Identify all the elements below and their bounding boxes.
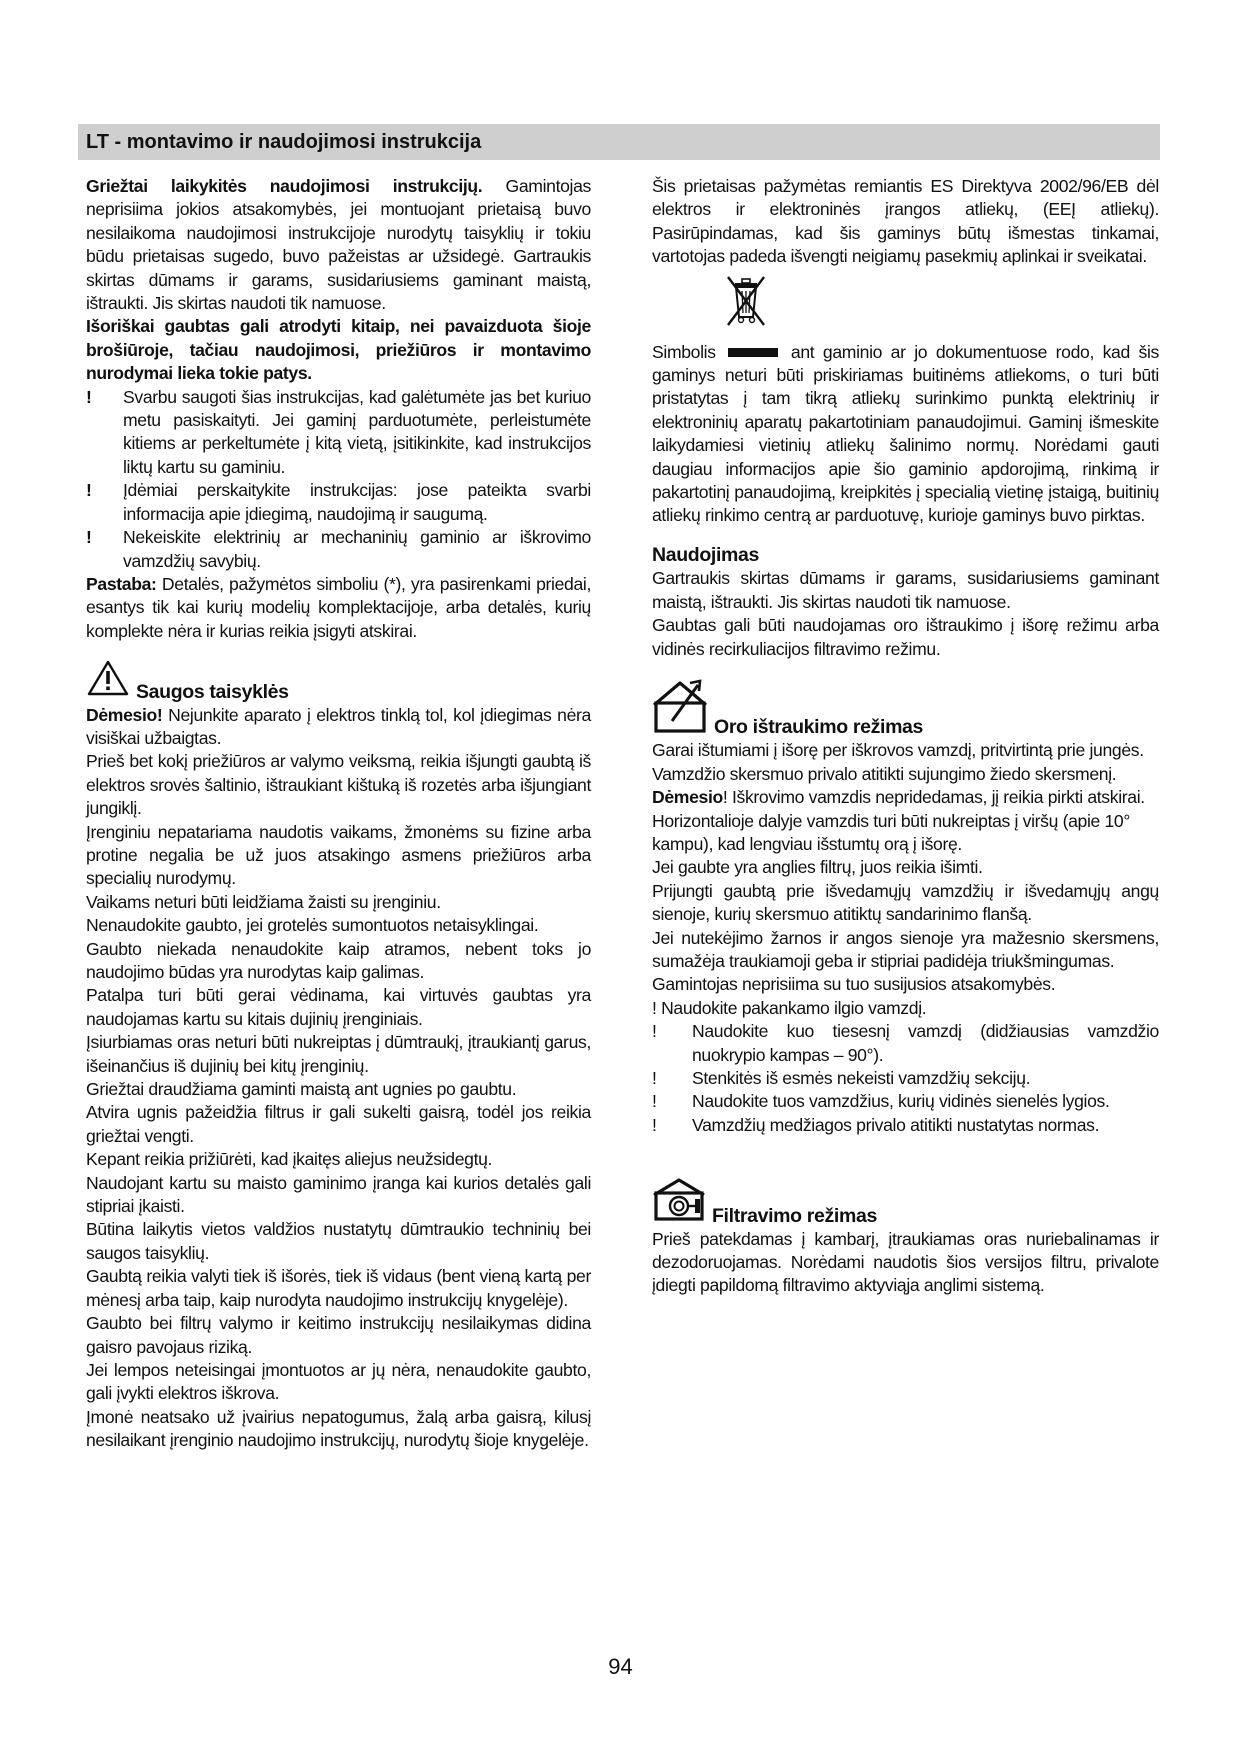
safety-paragraph: Būtina laikytis vietos valdžios nustatytų dūmtraukio techninių bei saugos taisyklių. [86, 1219, 591, 1263]
bullet-text: Naudokite kuo tiesesnį vamzdį (didžiausias vamzdžio nuokrypio kampas – 90°). [692, 1021, 1159, 1065]
extraction-title: Oro ištraukimo režimas [714, 716, 924, 739]
attention-text: Nejunkite aparato į elektros tinklą tol, kol įdiegimas nėra visiškai užbaigtas. [86, 704, 591, 748]
exclamation-mark: ! [86, 480, 92, 501]
safety-paragraph: Įrenginiu nepatariama naudotis vaikams, žmonėms su fizine arba protine negalia be už juos atsakingo asmens priežiūros arba specialių nurodymų. [86, 821, 591, 889]
safety-paragraph: Jei lempos neteisingai įmontuotos ar jų nėra, nenaudokite gaubto, gali įvykti elektros iškrova. [86, 1359, 591, 1404]
safety-paragraph: Naudojant kartu su maisto gaminimo įranga kai kurios detalės gali stipriai įkaisti. [86, 1172, 591, 1217]
black-bar-symbol [728, 348, 778, 357]
intro-paragraph [86, 175, 591, 315]
warning-icon [86, 659, 130, 703]
bullet-text: Vamzdžių medžiagos privalo atitikti nustatytas normas. [692, 1114, 1100, 1135]
bullet-item [86, 386, 591, 480]
symbol-text: ant gaminio ar jo dokumentuose rodo, kad šis gaminys neturi būti priskiriamas buitinėms atliekoms, o turi būti pristatytas į tam tikrą atliekų surinkimo punktą elektrinių ir elektroninių aparatų pakartotiniam panaudojimui. Gaminį išmeskite laikydamiesi vietinių atliekų šalinimo normų. Norėdami gauti daugiau informacijos apie šio gaminio apdorojimą, rinkimą ir pakartotinį panaudojimą, kreipkitės į specialią vietinę įstaigą, buitinių atliekų rinkimo centrą ar parduotuvę, kurioje gaminys buvo pirktas. [652, 341, 1159, 526]
bullet-text: Svarbu saugoti šias instrukcijas, kad galėtumėte jas bet kuriuo metu pasiskaityti. Jei gaminį parduotumėte, perleistumėte kitiems ar perkeltumėte į kitą vietą, įsitikinkite, kad instrukcijos liktų kartu su gaminiu. [123, 386, 591, 477]
safety-paragraph: Prieš bet kokį priežiūros ar valymo veiksmą, reikia išjungti gaubtą iš elektros srovės šaltinio, ištraukiant kištuką iš rozetės arba išjungiant jungiklį. [86, 751, 591, 819]
crossed-bin-icon [722, 313, 770, 333]
page-number: 94 [608, 1654, 633, 1679]
notice-paragraph: Išoriškai gaubtas gali atrodyti kitaip, nei pavaizduota šioje brošiūroje, tačiau naudojimosi, priežiūros ir montavimo nurodymai lieka tokie patys. [86, 316, 591, 384]
safety-paragraph: Griežtai draudžiama gaminti maistą ant ugnies po gaubtu. [86, 1079, 517, 1100]
note-text: Detalės, pažymėtos simboliu (*), yra pasirenkami priedai, esantys tik kai kurių modelių komplektacijoje, arba detalės, kurių komplekte nėra ir kurias reikia įsigyti atskirai. [86, 573, 591, 641]
safety-heading [86, 659, 591, 703]
bullet-item [652, 1067, 1159, 1090]
weee-icon-wrap [652, 273, 1159, 333]
exclamation-mark: ! [652, 1114, 657, 1135]
bullet-item [86, 526, 591, 573]
house-extraction-icon [652, 677, 708, 739]
safety-title: Saugos taisyklės [136, 680, 289, 703]
usage-paragraph: Gaubtas gali būti naudojamas oro ištraukimo į išorę režimu arba vidinės recirkuliacijos filtravimo režimu. [652, 615, 1159, 659]
exclamation-mark: ! [652, 1021, 657, 1042]
safety-paragraph: Vaikams neturi būti leidžiama žaisti su įrenginiu. [86, 891, 441, 912]
safety-paragraph: Gaubtą reikia valyti tiek iš išorės, tiek iš vidaus (bent vieną kartą per mėnesį arba taip, kaip nurodyta naudojimo instrukcijų knygelėje). [86, 1266, 591, 1310]
exclamation-mark: ! [652, 1091, 657, 1112]
bullet-item [652, 1090, 1159, 1113]
extraction-paragraph: Jei nutekėjimo žarnos ir angos sienoje yra mažesnio skersmens, sumažėja traukiamoji geba ir stipriai padidėja triukšmingumas. [652, 927, 1159, 971]
header-bar [78, 124, 1160, 160]
page-title: LT - montavimo ir naudojimosi instrukcija [86, 131, 482, 153]
safety-paragraph: Kepant reikia prižiūrėti, kad įkaitęs aliejus neužsidegtų. [86, 1149, 493, 1170]
extraction-attention [652, 786, 1159, 809]
extraction-paragraph: Prijungti gaubtą prie išvedamųjų vamzdžių ir išvedamųjų angų sienoje, kurių skersmuo atitiktų sandarinimo flanšą. [652, 880, 1159, 925]
bullet-text: Stenkitės iš esmės nekeisti vamzdžių sekcijų. [692, 1068, 1031, 1088]
attention-label: Dėmesio [652, 787, 723, 808]
bullet-text: Naudokite tuos vamzdžius, kurių vidinės sienelės lygios. [692, 1091, 1110, 1112]
symbol-prefix: Simbolis [652, 341, 716, 362]
safety-paragraph: Įsiurbiamas oras neturi būti nukreiptas į dūmtraukį, įtraukiantį garus, išeinančius iš dujinių bei kitų įrenginių. [86, 1032, 591, 1076]
extraction-heading [652, 677, 1159, 739]
safety-paragraph: Atvira ugnis pažeidžia filtrus ir gali sukelti gaisrą, todėl jos reikia griežtai vengti. [86, 1102, 591, 1146]
safety-paragraph: Patalpa turi būti gerai vėdinama, kai virtuvės gaubtas yra naudojamas kartu su kitais dujinių įrenginiais. [86, 985, 591, 1029]
safety-paragraph: Gaubto bei filtrų valymo ir keitimo instrukcijų nesilaikymas didina gaisro pavojaus riziką. [86, 1313, 591, 1357]
bullet-item [652, 1114, 1159, 1137]
symbol-paragraph [652, 341, 1159, 528]
bullet-text: Nekeiskite elektrinių ar mechaninių gaminio ar iškrovimo vamzdžių savybių. [123, 527, 591, 571]
usage-title: Naudojimas [652, 543, 760, 566]
extraction-paragraph: Horizontalioje dalyje vamzdis turi būti nukreiptas į viršų (apie 10° kampu), kad lengviau išstumtų orą į išorę. [652, 810, 1131, 854]
left-column [86, 175, 591, 1453]
intro-text: Gamintojas neprisiima jokios atsakomybės, jei montuojant prietaisą buvo nesilaikoma naudojimosi instrukcijoje nurodytų taisyklių ir tokiu būdu prietaisas sugedo, buvo pažeistas ar užsidegė. Gartraukis skirtas dūmams ir garams, susidariusiems gaminant maistą, ištraukti. Jis skirtas naudoti tik namuose. [86, 176, 591, 314]
exclamation-mark: ! [86, 386, 92, 407]
right-column [652, 175, 1159, 1298]
house-filter-icon [652, 1177, 706, 1227]
filter-heading [652, 1177, 1159, 1227]
intro-bold: Griežtai laikykitės naudojimosi instrukcijų. [86, 176, 483, 196]
extraction-paragraph: Garai ištumiami į išorę per iškrovos vamzdį, pritvirtintą prie jungės. [652, 740, 1144, 761]
safety-paragraph: Nenaudokite gaubto, jei grotelės sumontuotos netaisyklingai. [86, 915, 539, 936]
bullet-text: Įdėmiai perskaitykite instrukcijas: jose pateikta svarbi informacija apie įdiegimą, naudojimą ir saugumą. [123, 480, 591, 524]
note-paragraph [86, 573, 591, 643]
weee-intro: Šis prietaisas pažymėtas remiantis ES Direktyva 2002/96/EB dėl elektros ir elektroninės įrangos atliekų, (EEĮ atliekų). Pasirūpindamas, kad šis gaminys būtų išmestas tinkamai, vartotojas padeda išvengti neigiamų pasekmių aplinkai ir sveikatai. [652, 176, 1159, 267]
safety-paragraph: Gaubto niekada nenaudokite kaip atramos, nebent toks jo naudojimo būdas yra nurodytas kaip galimas. [86, 938, 591, 982]
extraction-paragraph: Jei gaubte yra anglies filtrų, juos reikia išimti. [652, 857, 983, 878]
extraction-paragraph: Gamintojas neprisiima su tuo susijusios atsakomybės. [652, 974, 1056, 995]
exclamation-mark: ! [652, 1068, 657, 1088]
safety-attention [86, 704, 591, 751]
safety-paragraph: Įmonė neatsako už įvairius nepatogumus, žalą arba gaisrą, kilusį nesilaikant įrenginio naudojimo instrukcijų, nurodytų šioje knygelėje. [86, 1406, 591, 1451]
bullet-item [652, 1020, 1159, 1067]
filter-title: Filtravimo režimas [712, 1204, 877, 1227]
note-label: Pastaba: [86, 573, 157, 594]
exclamation-mark: ! [86, 527, 92, 548]
attention-label: Dėmesio! [86, 704, 163, 725]
bullet-item [86, 479, 591, 526]
usage-paragraph: Gartraukis skirtas dūmams ir garams, susidariusiems gaminant maistą, ištraukti. Jis skirtas naudoti tik namuose. [652, 568, 1159, 612]
filter-paragraph: Prieš patekdamas į kambarį, įtraukiamas oras nuriebalinamas ir dezodoruojamas. Norėdami naudotis šios versijos filtru, privalote įdiegti papildomą filtravimo aktyviąja anglimi sistemą. [652, 1228, 1159, 1296]
attention-text: ! Iškrovimo vamzdis nepridedamas, jį reikia pirkti atskirai. [722, 787, 1145, 808]
first-bullet: ! Naudokite pakankamo ilgio vamzdį. [652, 997, 927, 1018]
extraction-paragraph: Vamzdžio skersmuo privalo atitikti sujungimo žiedo skersmenį. [652, 763, 1117, 784]
